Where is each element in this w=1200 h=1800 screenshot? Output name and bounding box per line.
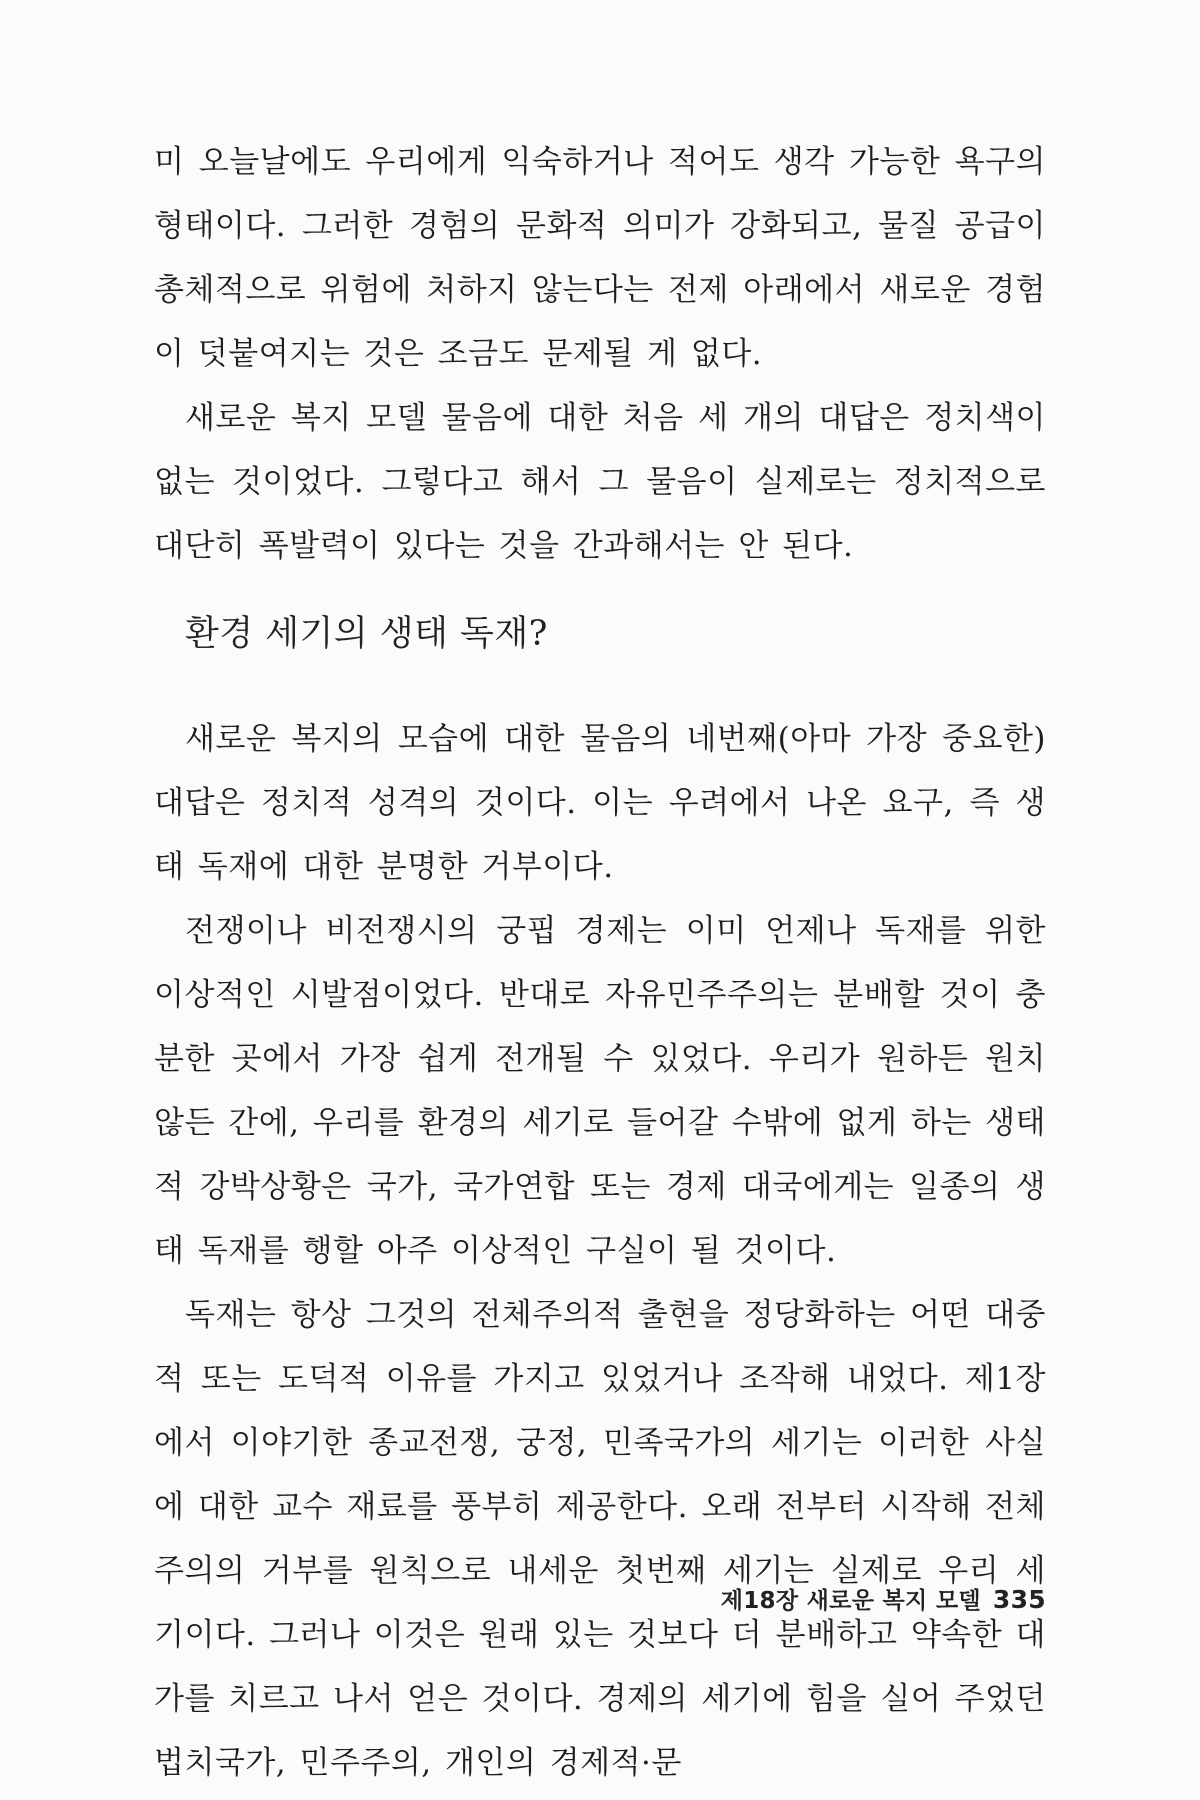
text-section-lower bbox=[154, 707, 1046, 1795]
body-paragraph: 전쟁이나 비전쟁시의 궁핍 경제는 이미 언제나 독재를 위한 이상적인 시발점이었다. 반대로 자유민주주의는 분배할 것이 충분한 곳에서 가장 쉽게 전개될 수 있었다. 우리가 원하든 원치 않든 간에, 우리를 환경의 세기로 들어갈 수밖에 없게 하는 생태적 강박상황은 국가, 국가연합 또는 경제 대국에게는 일종의 생태 독재를 행할 아주 이상적인 구실이 될 것이다. bbox=[154, 913, 1046, 1269]
running-head: 제18장 새로운 복지 모델 bbox=[720, 1588, 981, 1614]
book-page bbox=[154, 0, 1046, 1800]
body-paragraph: 새로운 복지 모델 물음에 대한 처음 세 개의 대답은 정치색이 없는 것이었다. 그렇다고 해서 그 물음이 실제로는 정치적으로 대단히 폭발력이 있다는 것을 간과해서는 안 된다. bbox=[154, 400, 1046, 564]
text-section-upper bbox=[154, 130, 1046, 578]
section-heading: 환경 세기의 생태 독재? bbox=[185, 614, 548, 654]
page-number: 335 bbox=[992, 1585, 1046, 1614]
body-paragraph: 미 오늘날에도 우리에게 익숙하거나 적어도 생각 가능한 욕구의 형태이다. 그러한 경험의 문화적 의미가 강화되고, 물질 공급이 총체적으로 위험에 처하지 않는다는 전제 아래에서 새로운 경험이 덧붙여지는 것은 조금도 문제될 게 없다. bbox=[154, 144, 1046, 372]
body-paragraph: 독재는 항상 그것의 전체주의적 출현을 정당화하는 어떤 대중적 또는 도덕적 이유를 가지고 있었거나 조작해 내었다. 제1장에서 이야기한 종교전쟁, 궁정, 민족국가의 세기는 이러한 사실에 대한 교수 재료를 풍부히 제공한다. 오래 전부터 시작해 전체주의의 거부를 원칙으로 내세운 첫번째 세기는 실제로 우리 세기이다. 그러나 이것은 원래 있는 것보다 더 분배하고 약속한 대가를 치르고 나서 얻은 것이다. 경제의 세기에 힘을 실어 주었던 법치국가, 민주주의, 개인의 경제적·문 bbox=[154, 1297, 1046, 1781]
body-paragraph: 새로운 복지의 모습에 대한 물음의 네번째(아마 가장 중요한) 대답은 정치적 성격의 것이다. 이는 우려에서 나온 요구, 즉 생태 독재에 대한 분명한 거부이다. bbox=[154, 721, 1046, 885]
page-footer bbox=[721, 1582, 1046, 1615]
